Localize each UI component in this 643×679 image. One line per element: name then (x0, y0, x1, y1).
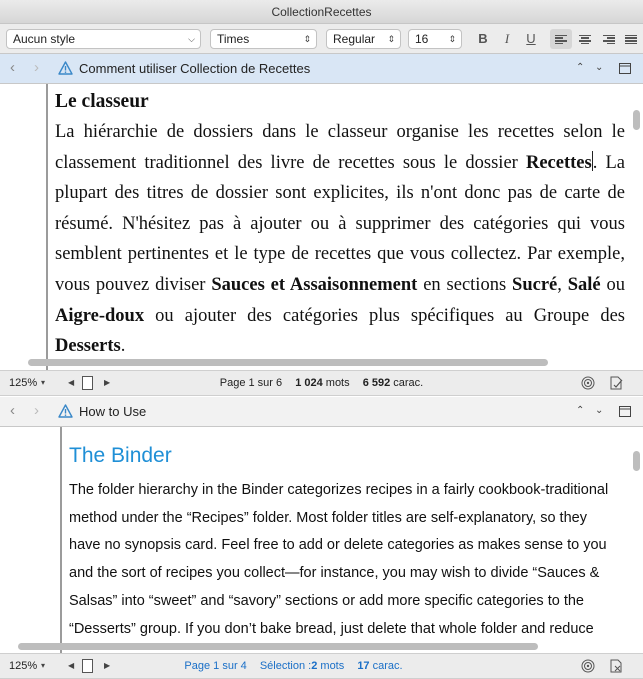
char-count-label: carac. (372, 660, 403, 672)
document-stats (0, 660, 615, 672)
bottom-editor-body[interactable] (0, 427, 643, 653)
top-editor-footer (0, 370, 643, 396)
bold-text: Sucré (512, 274, 558, 295)
word-count-label: mots (325, 377, 350, 389)
paragraph-style-select[interactable] (6, 29, 201, 49)
bottom-document-line: The folder hierarchy in the Binder categorizes recipes in a fairly cookbook-traditional (69, 482, 609, 498)
page-count: Page 1 sur 6 (219, 377, 283, 389)
next-chevron-down-icon[interactable]: ⌄ (595, 405, 604, 416)
align-center-button[interactable] (574, 29, 596, 49)
bottom-editor-footer (0, 653, 643, 679)
char-count-value: 6 592 (362, 377, 391, 389)
up-down-arrows-icon: ⇕ (448, 34, 456, 44)
bottom-document-line: and the sort of recipes you collect—for instance, you may wish to divide “Sauces & (69, 565, 600, 582)
up-down-arrows-icon: ⇕ (387, 34, 395, 44)
forward-chevron-right-icon[interactable]: › (34, 59, 39, 76)
italic-button[interactable]: I (504, 31, 510, 46)
target-icon[interactable] (581, 376, 595, 390)
top-document-heading: Le classeur (55, 91, 149, 112)
top-document-paragraph: La hiérarchie de dossiers dans le classeur organise les recettes selon le classement traditionnel des livre de recettes sous le dossier Recettes. La plupart des titres de dossier sont explicites, ils n'ont donc pas de carte de résumé. N'hésitez pas à ajouter ou à supprimer des catégories qui vous semblent pertinentes et le type de recettes que vous collectez. Par exemple, vous pouvez diviser Sauces et Assaisonnement en sections Sucré, Salé ou Aigre-doux ou ajouter des catégories plus spécifiques au Groupe des Desserts. (55, 122, 626, 357)
bold-text: Desserts (55, 336, 121, 357)
font-size-select[interactable] (408, 29, 462, 49)
text-caret (592, 151, 593, 171)
format-bar (0, 24, 643, 54)
char-count-label: carac. (393, 377, 424, 389)
bold-text: Sauces et Assaisonnement (211, 274, 418, 295)
zoom-menu-chevron-down-icon[interactable]: ▾ (41, 378, 46, 387)
align-left-button[interactable] (550, 29, 572, 49)
window-titlebar (0, 0, 643, 24)
page-count: Page 1 sur 4 (184, 660, 247, 672)
font-size-value: 16 (415, 32, 429, 46)
forward-chevron-right-icon[interactable]: › (34, 402, 39, 419)
bottom-horizontal-scrollbar[interactable] (18, 643, 538, 650)
chevron-down-icon: ⌵ (188, 34, 195, 44)
bold-button[interactable]: B (478, 31, 488, 46)
top-horizontal-scrollbar[interactable] (28, 359, 548, 366)
next-chevron-down-icon[interactable]: ⌄ (595, 62, 604, 73)
bottom-document-text[interactable] (69, 441, 643, 643)
top-editor-body[interactable] (0, 84, 643, 370)
bottom-document-line: Salsas” into “sweet” and “savory” sections or add more specific categories to the (69, 592, 584, 609)
bottom-document-line: have no synopsis card. Feel free to add or delete categories as makes sense to you (69, 537, 607, 554)
split-view-icon[interactable] (619, 63, 631, 74)
split-view-icon[interactable] (619, 406, 631, 417)
paragraph-style-value: Aucun style (13, 32, 76, 46)
zoom-level[interactable]: 125% (9, 660, 38, 672)
bottom-document-title[interactable]: How to Use (79, 404, 147, 419)
char-count (363, 377, 424, 389)
bold-text: Recettes (525, 152, 592, 173)
font-weight-select[interactable] (326, 29, 401, 49)
zoom-level[interactable]: 125% (9, 377, 38, 389)
word-count-value: 1 024 (295, 377, 323, 389)
selection-count (260, 660, 344, 672)
target-icon[interactable] (581, 659, 595, 673)
page-margin-line (60, 427, 62, 653)
back-chevron-left-icon[interactable]: ‹ (10, 402, 15, 419)
close-document-icon[interactable] (609, 659, 623, 673)
back-chevron-left-icon[interactable]: ‹ (10, 59, 15, 76)
previous-page-triangle-left-icon[interactable]: ◀ (68, 661, 75, 670)
align-center-icon (579, 35, 591, 45)
bottom-document-line: method under the “Recipes” folder. Most folder titles are self-explanatory, so they (69, 509, 587, 526)
document-check-icon[interactable] (609, 376, 623, 390)
font-family-select[interactable] (210, 29, 317, 49)
top-vertical-scrollbar[interactable] (633, 110, 640, 130)
bottom-vertical-scrollbar[interactable] (633, 451, 640, 471)
zoom-menu-chevron-down-icon[interactable]: ▾ (41, 661, 46, 670)
selection-label: Sélection : (259, 660, 312, 672)
align-left-icon (555, 35, 567, 45)
bottom-document-line: “Desserts” group. If you don’t bake bread, just delete that whole folder and reduce (69, 620, 594, 637)
font-weight-value: Regular (333, 32, 376, 46)
align-right-button[interactable] (598, 29, 620, 49)
next-page-triangle-right-icon[interactable]: ▶ (104, 378, 111, 387)
top-document-text[interactable] (55, 90, 625, 362)
bottom-editor-header (0, 397, 643, 427)
bold-text: Salé (567, 274, 601, 295)
align-right-icon (603, 35, 615, 45)
next-page-triangle-right-icon[interactable]: ▶ (104, 661, 111, 670)
align-justify-icon (625, 35, 637, 45)
up-down-arrows-icon: ⇕ (303, 34, 311, 44)
previous-page-triangle-left-icon[interactable]: ◀ (68, 378, 75, 387)
align-justify-button[interactable] (620, 29, 642, 49)
top-editor-header (0, 54, 643, 84)
top-document-title[interactable]: Comment utiliser Collection de Recettes (79, 61, 311, 76)
previous-chevron-up-icon[interactable]: ⌃ (576, 62, 585, 73)
page-margin-line (46, 84, 48, 370)
bottom-document-heading: The Binder (69, 444, 172, 467)
char-count-value: 17 (357, 660, 370, 672)
window-title: CollectionRecettes (271, 5, 372, 19)
font-family-value: Times (217, 32, 250, 46)
previous-chevron-up-icon[interactable]: ⌃ (576, 405, 585, 416)
document-stats (0, 377, 643, 389)
word-count-label: mots (320, 660, 345, 672)
word-count (295, 377, 349, 389)
selection-word-value: 2 (311, 660, 318, 672)
char-count (357, 660, 402, 672)
underline-button[interactable]: U (526, 31, 536, 46)
warning-triangle-icon (58, 404, 73, 418)
warning-triangle-icon (58, 61, 73, 75)
bold-text: Aigre-doux (55, 305, 145, 326)
